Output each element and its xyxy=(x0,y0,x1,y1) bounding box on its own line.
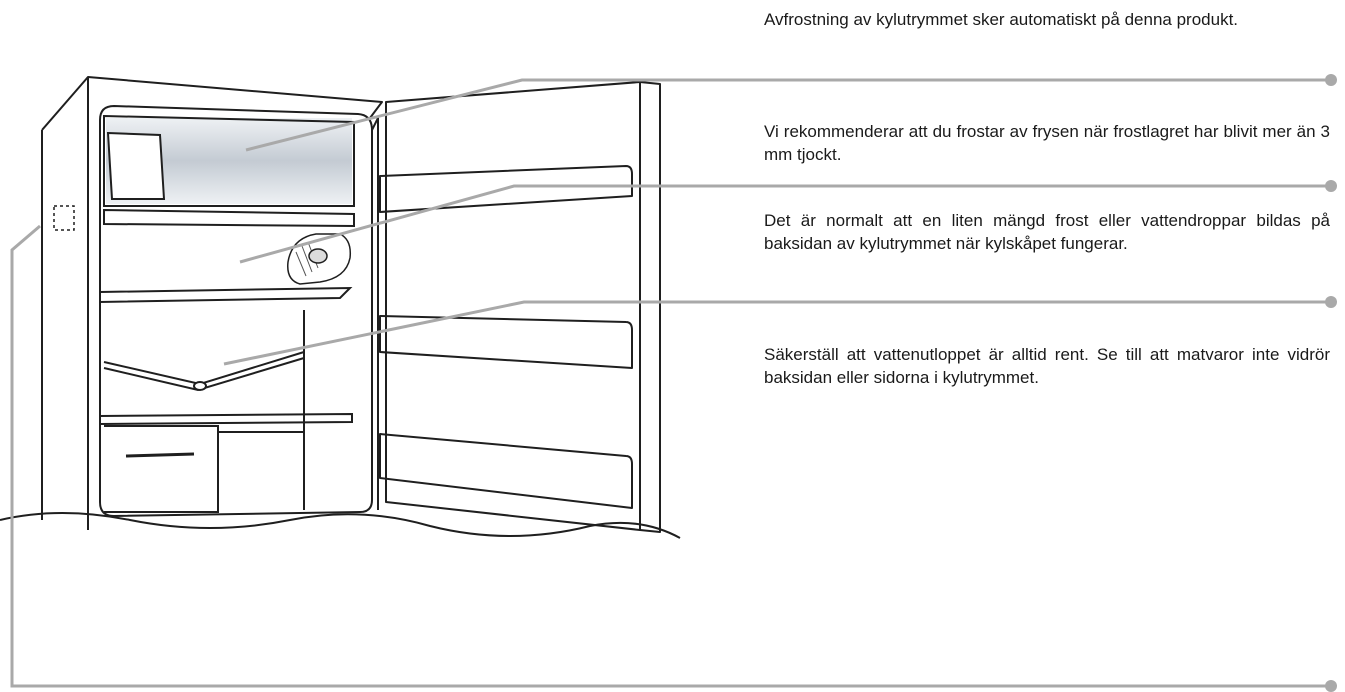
shelves xyxy=(100,288,352,424)
leader-dot-3 xyxy=(1325,296,1337,308)
door-outline xyxy=(386,82,660,532)
drain-channel xyxy=(104,352,304,390)
note-water-outlet: Säkerställ att vattenutloppet är alltid rent. Se till att matvaror inte vidrör baksidan eller sidorna i kylutrymmet. xyxy=(764,345,1330,387)
shelf-lower xyxy=(100,414,352,424)
leader-dot-4 xyxy=(1325,680,1337,692)
note-frost-droplets: Det är normalt att en liten mängd frost eller vattendroppar bildas på baksidan av kylutrymmet när kylskåpet fungerar. xyxy=(764,211,1330,253)
cut-line xyxy=(0,513,680,538)
door-rack-bottom xyxy=(380,434,632,508)
crisper-right xyxy=(218,432,304,510)
note-freezer-defrost: Vi rekommenderar att du frostar av frysen när frostlagret har blivit mer än 3 mm tjockt. xyxy=(764,122,1330,164)
fridge-door xyxy=(380,82,660,532)
thermostat-icon xyxy=(54,206,74,230)
crisper-left xyxy=(104,426,218,512)
crisper-handle xyxy=(126,454,194,456)
freezer-tray xyxy=(104,210,354,226)
leader-dot-1 xyxy=(1325,74,1337,86)
freezer-door-latch xyxy=(108,133,164,199)
note-auto-defrost: Avfrostning av kylutrymmet sker automatiskt på denna produkt. xyxy=(764,10,1239,29)
crisper-drawers xyxy=(104,310,304,512)
leader-dot-2 xyxy=(1325,180,1337,192)
shelf-upper xyxy=(100,288,350,302)
